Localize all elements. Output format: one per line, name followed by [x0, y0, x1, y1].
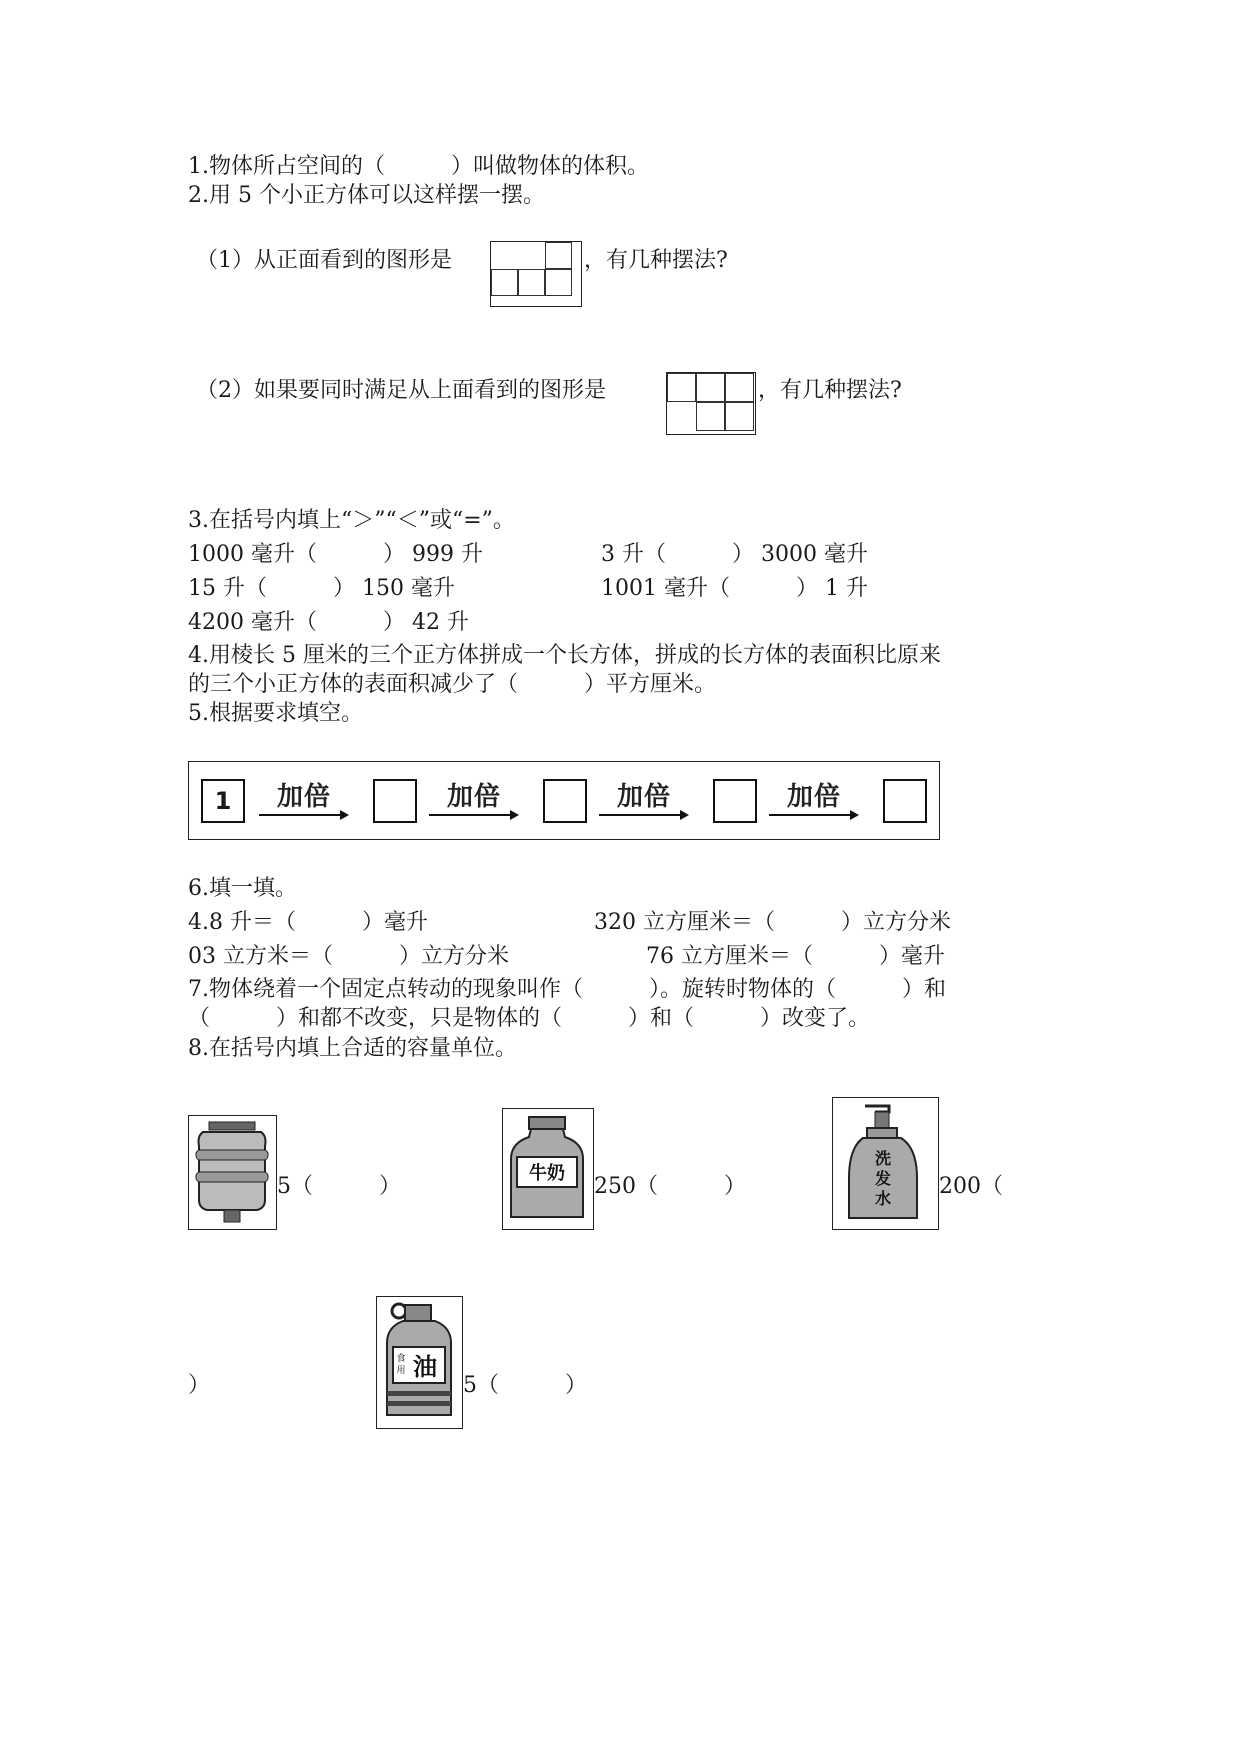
flow-step-label: 加倍: [617, 782, 672, 812]
question-2-sub1-suffix: ，有几种摆法?: [584, 248, 728, 273]
oil-label: 油: [413, 1353, 437, 1381]
capacity-answer: 250（ ）: [594, 1174, 746, 1199]
question-5-title: 5.根据要求填空。: [188, 701, 363, 726]
convert-item: 76 立方厘米＝（ ）毫升: [646, 944, 945, 969]
flow-step-label: 加倍: [277, 782, 332, 812]
capacity-answer: 200（: [939, 1174, 1003, 1199]
question-8-title: 8.在括号内填上合适的容量单位。: [188, 1036, 517, 1061]
milk-label: 牛奶: [529, 1163, 565, 1184]
water-bottle-icon: [188, 1115, 277, 1230]
capacity-answer: 5（ ）: [463, 1373, 587, 1398]
question-4-line1: 4.用棱长 5 厘米的三个正方体拼成一个长方体，拼成的长方体的表面积比原来: [188, 643, 941, 668]
convert-item: 4.8 升＝（ ）毫升: [188, 910, 428, 935]
question-1: 1.物体所占空间的（ ）叫做物体的体积。: [188, 154, 649, 179]
shampoo-bottle-icon: [832, 1097, 939, 1230]
flow-step-label: 加倍: [447, 782, 502, 812]
svg-text:发: 发: [874, 1169, 892, 1188]
question-7-line1: 7.物体绕着一个固定点转动的现象叫作（ ）。旋转时物体的（ ）和: [188, 977, 946, 1002]
question-2-sub1-prefix: （1）从正面看到的图形是: [196, 248, 452, 273]
flow-arrow: [599, 814, 687, 816]
question-3-title: 3.在括号内填上“＞”“＜”或“=”。: [188, 508, 515, 533]
doubling-flow-diagram: [188, 761, 940, 840]
convert-item: 320 立方厘米＝（ ）立方分米: [594, 910, 951, 935]
convert-item: 03 立方米＝（ ）立方分米: [188, 944, 509, 969]
flow-step-label: 加倍: [787, 782, 842, 812]
compare-item: 1000 毫升（ ） 999 升: [188, 542, 483, 567]
flow-answer-box[interactable]: [543, 779, 587, 823]
compare-item: 15 升（ ） 150 毫升: [188, 576, 455, 601]
flow-answer-box[interactable]: [883, 779, 927, 823]
flow-answer-box[interactable]: [713, 779, 757, 823]
capacity-answer: 5（ ）: [277, 1174, 401, 1199]
milk-bottle-icon: [502, 1108, 594, 1230]
question-2-sub2-prefix: （2）如果要同时满足从上面看到的图形是: [196, 378, 606, 403]
flow-arrow: [259, 814, 347, 816]
question-2-title: 2.用 5 个小正方体可以这样摆一摆。: [188, 183, 545, 208]
oil-bottle-icon: [376, 1296, 463, 1429]
question-2-sub2-suffix: ，有几种摆法?: [758, 378, 902, 403]
compare-item: 4200 毫升（ ） 42 升: [188, 610, 469, 635]
svg-text:食: 食: [396, 1354, 406, 1364]
question-4-line2: 的三个小正方体的表面积减少了（ ）平方厘米。: [188, 672, 717, 697]
flow-answer-box[interactable]: [373, 779, 417, 823]
question-7-line2: （ ）和都不改变，只是物体的（ ）和（ ）改变了。: [188, 1006, 871, 1031]
flow-start-box: 1: [201, 779, 245, 823]
svg-text:水: 水: [874, 1189, 892, 1208]
capacity-answer-wrap: ）: [188, 1373, 211, 1398]
question-6-title: 6.填一填。: [188, 876, 297, 901]
svg-text:用: 用: [396, 1366, 406, 1376]
front-view-figure: [490, 241, 582, 307]
svg-text:洗: 洗: [874, 1149, 892, 1168]
flow-arrow: [429, 814, 517, 816]
compare-item: 1001 毫升（ ） 1 升: [601, 576, 868, 601]
top-view-figure: [666, 372, 756, 435]
flow-arrow: [769, 814, 857, 816]
compare-item: 3 升（ ） 3000 毫升: [601, 542, 868, 567]
